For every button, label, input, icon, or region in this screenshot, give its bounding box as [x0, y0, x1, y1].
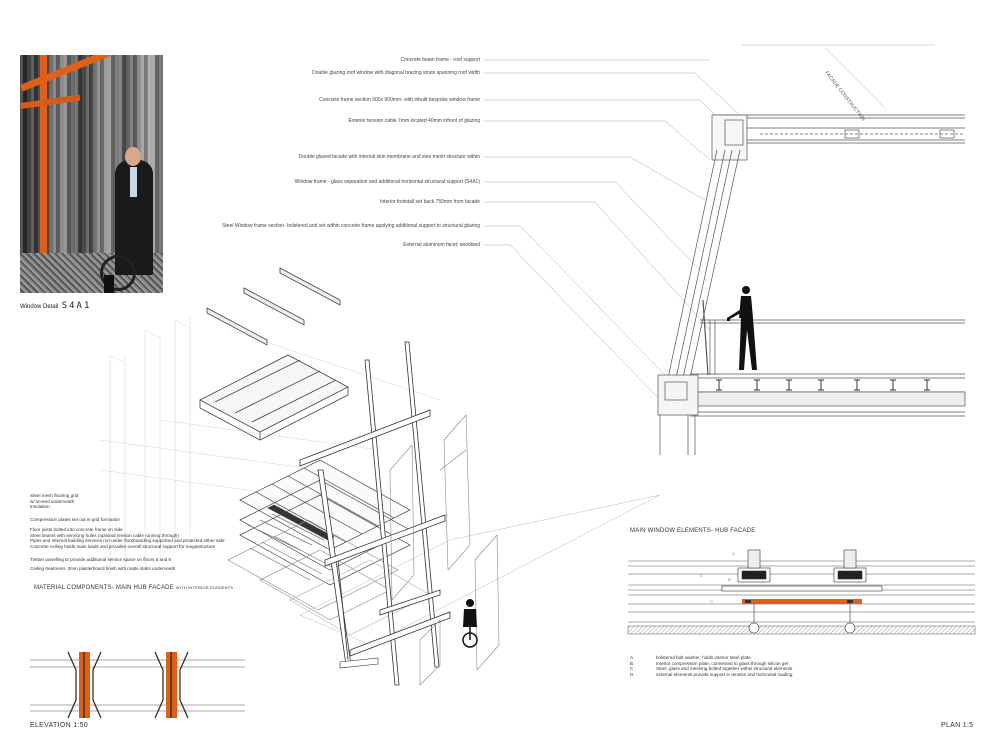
photo-caption-label: Window Detail: [20, 304, 59, 310]
material-components-heading: [34, 585, 233, 591]
material-note: Ceiling treatment- 3mm plasterboard finish with matte slabs underneath: [30, 566, 176, 571]
window-legend: [630, 655, 792, 677]
marker-c: C: [700, 573, 703, 578]
callout-window-frame: Window frame - glass separation and additional horizontal structural support (S4A1): [294, 179, 480, 185]
plan-detail: [628, 550, 975, 634]
material-note: w/ screed underneath: [30, 498, 75, 504]
marker-d: D: [710, 599, 713, 604]
legend-row: B Interior compression plate, connected to glass through silicon gel: [630, 660, 789, 666]
material-notes-group4: [30, 557, 171, 563]
callout-aluminum-facet: External aluminum facet; anodised: [403, 242, 480, 248]
facade-construction-label: FACADE CONSTRUCTION: [823, 70, 866, 123]
legend-row: D external elements provide support in tension and horizontal loading: [630, 671, 793, 677]
photo-caption-code: S4A1: [61, 301, 92, 311]
legend-row: A bolstered bolt washer; holds interior steel plate: [630, 655, 751, 660]
material-notes-group3: [30, 527, 225, 549]
section-person: [727, 286, 757, 370]
window-elements-heading: MAIN WINDOW ELEMENTS- HUB FACADE: [630, 528, 756, 534]
cyclist-figure: [463, 599, 477, 647]
callout-tension-cable: Exterior tension cable 7mm located 40mm infront of glazing: [348, 118, 480, 124]
plan-scale-label: PLAN 1:5: [941, 722, 974, 729]
material-note: Concrete ceiling holds main loads and provides overall structural support for megastructure: [30, 543, 216, 549]
callout-concrete-beam: Concrete beam frame - roof support: [400, 57, 480, 63]
material-note: Compression plates set out in grid formation: [30, 517, 120, 522]
material-note: Steel beams with servicing holes (optional tension cable running through): [30, 532, 179, 538]
callout-footstall: Interior footstall set back 750mm from facade: [379, 199, 480, 205]
material-note: Insulation: [30, 504, 50, 510]
material-note: Floor joists bolted into concrete frame on side: [30, 527, 123, 532]
material-note: Pipes and internal building services run under floorboarding supported and protected either side: [30, 538, 225, 544]
material-note: Steel mesh flooring grid: [30, 493, 79, 498]
legend-row: C Steel, glass and meshing bolted together within structural elements: [630, 666, 793, 672]
axonometric-drawing: [100, 268, 660, 685]
material-heading-small: WITH INTERIOR ELEMENTS: [175, 585, 234, 590]
elevation-drawing: [30, 652, 245, 718]
material-note: Timber panelling to provide additional service space on floors 5 and 5: [30, 557, 172, 562]
material-notes-group2: [30, 517, 120, 523]
material-notes-group1: [30, 493, 78, 510]
section-drawing: [658, 115, 965, 455]
material-notes-group5: [30, 566, 175, 572]
callout-double-glazed: Double glazed facade with internal skin membrane and stee mesh structure within: [298, 154, 480, 160]
marker-b: B: [728, 577, 731, 582]
material-heading-main: MATERIAL COMPONENTS- MAIN HUB FACADE: [34, 585, 174, 591]
marker-a: A: [732, 551, 735, 556]
elevation-scale-label: ELEVATION 1:50: [30, 722, 89, 729]
callout-concrete-frame: Concrete frame section 900x 900mm- with inbuilt bespoke window frame: [319, 97, 480, 103]
callout-steel-window-frame: Steel Window frame section- bolstered and set within concrete frame applying additional support to structural glazing: [222, 223, 480, 229]
callout-roof-window: Double glazing roof window with diagonal bracing struts spanning roof width: [312, 70, 480, 76]
